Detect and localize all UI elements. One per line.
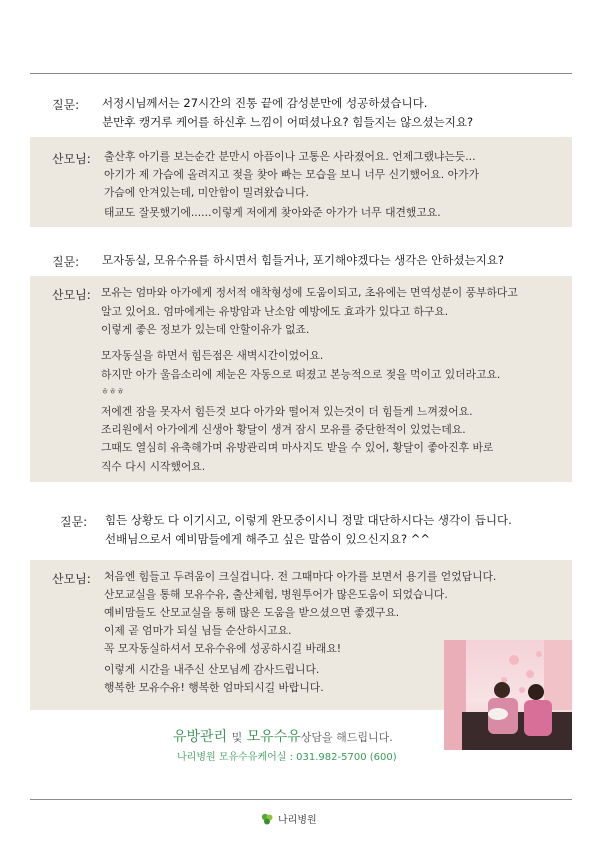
answer-label: 산모님: [52, 152, 91, 166]
answer-line: 출산후 아기를 보는순간 분만시 아픔이나 고통은 사라졌어요. 언제그랬냐는듯... [104, 150, 476, 163]
answer-line: 산모교실을 통해 모유수유, 출산체험, 병원투어가 많은도움이 되었습니다. [104, 588, 448, 601]
answer-line: 직수 다시 시작했어요. [101, 460, 206, 473]
photo-illustration [444, 640, 572, 750]
answer-line: 모자동실을 하면서 힘든점은 새벽시간이었어요. [101, 349, 324, 362]
question-label: 질문: [60, 515, 88, 529]
answer-line: 이제 곧 엄마가 되실 님들 순산하시고요. [104, 624, 292, 637]
answer-line: 꼭 모자동실하셔서 모유수유에 성공하시길 바래요! [104, 642, 342, 655]
answer-label: 산모님: [52, 288, 91, 302]
banner-suffix: 상담을 해드립니다. [300, 731, 393, 744]
answer-line: 이렇게 시간을 내주신 산모님께 감사드립니다. [104, 663, 320, 676]
answer-line: 하지만 아가 울음소리에 제눈은 자동으로 떠졌고 본능적으로 젖을 먹이고 있더라고요. [101, 368, 501, 381]
question-2 [102, 251, 504, 270]
answer-label: 산모님: [52, 572, 91, 586]
logo-text: 나리병원 [278, 815, 317, 826]
answer-line: ㅎㅎㅎ [101, 387, 125, 396]
answer-line: 예비맘들도 산모교실을 통해 많은 도움을 받으셨으면 좋겠구요. [104, 606, 400, 619]
question-line: 선배님으로서 예비맘들에게 해주고 싶은 말씀이 있으신지요? ^^ [105, 532, 431, 546]
contact-line: 나리병원 모유수유케어실 : 031.982-5700 (600) [177, 752, 397, 763]
question-1 [102, 94, 473, 132]
question-label: 질문: [52, 255, 80, 269]
banner-connector: 및 [231, 731, 243, 744]
banner-term-breast-care: 유방관리 [173, 729, 228, 745]
answer-line: 그때도 열심히 유축해가며 유방관리며 마사지도 받을 수 있어, 황달이 좋아진후 바로 [101, 441, 494, 454]
question-line: 분만후 캥거루 케어를 하신후 느낌이 어떠셨나요? 힘들지는 않으셨는지요? [102, 115, 474, 129]
answer-line: 행복한 모유수유! 행복한 엄마되시길 바랍니다. [104, 681, 324, 694]
question-line: 힘든 상황도 다 이기시고, 이렇게 완모중이시니 정말 대단하시다는 생각이 듭니다. [105, 513, 512, 527]
answer-line: 저에겐 잠을 못자서 힘든것 보다 아가와 떨어져 있는것이 더 힘들게 느껴졌어요. [101, 405, 473, 418]
answer-line: 이렇게 좋은 정보가 있는데 안할이유가 없죠. [101, 323, 310, 336]
banner-term-breastfeeding: 모유수유 [246, 729, 301, 745]
question-3 [105, 511, 512, 549]
question-line: 모자동실, 모유수유를 하시면서 힘들거나, 포기해야겠다는 생각은 안하셨는지요? [102, 253, 504, 267]
consultation-banner [173, 726, 393, 746]
answer-line: 모유는 엄마와 아가에게 정서적 애착형성에 도움이되고, 초유에는 면역성분이 풍부하다고 [101, 286, 518, 299]
answer-line: 태교도 잘못했기에......이렇게 저에게 찾아와준 아가가 너무 대견했고요. [104, 206, 441, 219]
question-label: 질문: [52, 98, 80, 112]
answer-line: 처음엔 힘들고 두려움이 크실겁니다. 전 그때마다 아가를 보면서 용기를 얻었답니다. [104, 570, 497, 583]
bottom-divider [30, 799, 572, 800]
hospital-logo [260, 811, 317, 826]
answer-line: 아기가 제 가슴에 올려지고 젖을 찾아 빠는 모습을 보니 너무 신기했어요. 아가가 [104, 168, 479, 181]
answer-line: 가슴에 안겨있는데, 미안함이 밀려왔습니다. [104, 186, 309, 199]
top-divider [30, 73, 572, 74]
leaf-logo-icon [260, 812, 274, 826]
answer-line: 조리원에서 아가에게 신생아 황달이 생겨 잠시 모유를 중단한적이 있었는데요. [101, 423, 466, 436]
question-line: 서정시님께서는 27시간의 진통 끝에 감성분만에 성공하셨습니다. [102, 96, 428, 110]
answer-line: 알고 있어요. 엄마에게는 유방암과 난소암 예방에도 효과가 있다고 하구요. [101, 305, 449, 318]
mother-baby-photo [444, 640, 572, 750]
